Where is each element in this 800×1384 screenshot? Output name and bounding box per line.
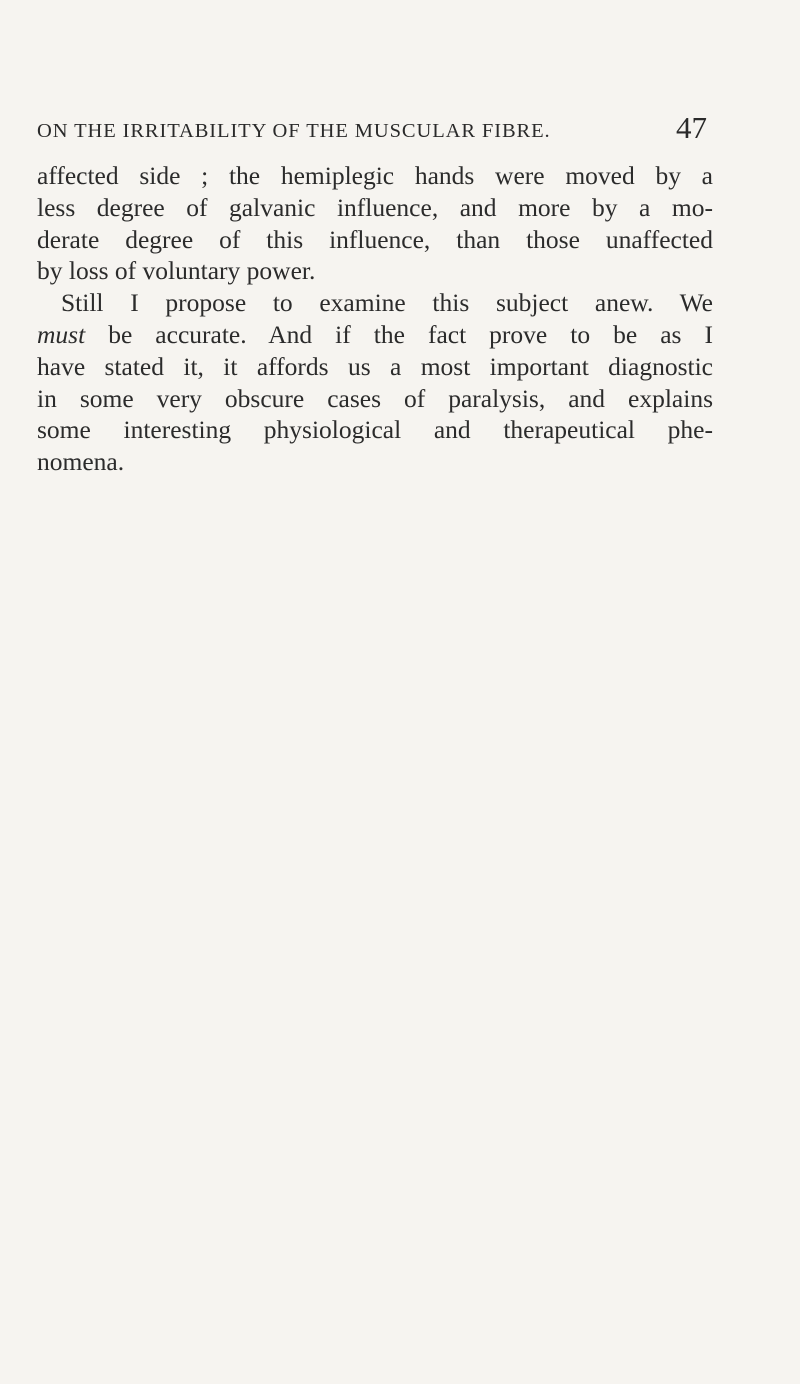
text-line-mixed: [37, 319, 713, 351]
text-fragment: be accurate. And if the fact prove to be as I: [85, 319, 713, 349]
text-line: by loss of voluntary power.: [37, 256, 316, 286]
text-line: derate degree of this influence, than those unaffected: [37, 224, 713, 254]
text-line: less degree of galvanic influence, and more by a mo-: [37, 192, 713, 222]
text-line: affected side ; the hemiplegic hands were moved by a: [37, 161, 713, 190]
text-line: Still I propose to examine this subject anew. We: [61, 288, 713, 318]
page-number: 47: [676, 110, 707, 145]
running-title: ON THE IRRITABILITY OF THE MUSCULAR FIBRE.: [37, 120, 551, 142]
text-line: in some very obscure cases of paralysis, and explains: [37, 383, 713, 413]
emphasis-text: must: [37, 319, 86, 349]
running-head: [37, 112, 707, 148]
paragraph-2: [37, 287, 713, 478]
text-line: some interesting physiological and therapeutical phe-: [37, 415, 713, 445]
paragraph-1: [37, 160, 713, 287]
body-text: [37, 160, 713, 478]
text-line: have stated it, it affords us a most important diagnostic: [37, 351, 713, 381]
text-line: nomena.: [37, 447, 125, 477]
